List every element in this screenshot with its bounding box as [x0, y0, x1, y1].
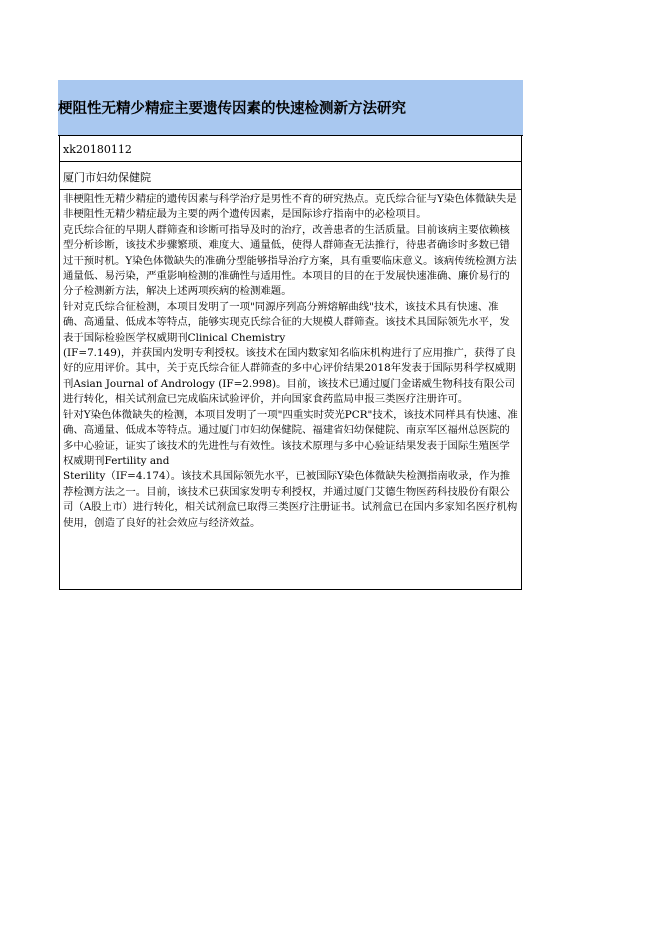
organization-name: 厦门市妇幼保健院	[63, 171, 151, 184]
document-title: 梗阻性无精少精症主要遗传因素的快速检测新方法研究	[58, 100, 406, 117]
title-cell[interactable]	[58, 80, 523, 136]
abstract-paragraph-2: 克氏综合征的早期人群筛查和诊断可指导及时的治疗，改善患者的生活质量。目前该病主要依赖核型分析诊断，该技术步骤繁琐、难度大、通量低，使得人群筛查无法推行，待患者确诊时多数已错过干预时机。Y染色体微缺失的准确分型能够指导治疗方案，具有重要临床意义。该病传统检测方法通量低、易污染，严重影响检测的准确性与适用性。本项目的目的在于发展快速准确、廉价易行的分子检测新方法，解决上述两项疾病的检测难题。	[63, 223, 517, 298]
abstract-paragraph-4: 针对Y染色体微缺失的检测，本项目发明了一项"四重实时荧光PCR"技术，该技术同样具有快速、准确、高通量、低成本等特点。通过厦门市妇幼保健院、福建省妇幼保健院、南京军区福州总医院的多中心验证，证实了该技术的先进性与有效性。该技术原理与多中心验证结果发表于国际生殖医学权威期刊Fertility and Sterility（IF=4.174）。该技术具国际领先水平，已被国际Y染色体微缺失检测指南收录，作为推荐检测方法之一。目前，该技术已获国家发明专利授权，并通过厦门艾德生物医药科技股份有限公司（A股上市）进行转化，相关试剂盒已取得三类医疗注册证书。试剂盒已在国内多家知名医疗机构使用，创造了良好的社会效应与经济效益。	[63, 408, 518, 529]
project-code-cell[interactable]	[59, 136, 522, 162]
abstract-paragraph-3: 针对克氏综合征检测，本项目发明了一项"同源序列高分辨熔解曲线"技术，该技术具有快速、准确、高通量、低成本等特点，能够实现克氏综合征的大规模人群筛查。该技术具国际领先水平，发表于国际检验医学权威期刊Clinical Chemistry (IF=7.149)，并获国内发明专利授权。该技术在国内数家知名临床机构进行了应用推广，获得了良好的应用评价。其中，关于克氏综合征人群筛查的多中心评价结果2018年发表于国际男科学权威期刊Asian Journal of Andrology (IF=2.998)。目前，该技术已通过厦门金诺威生物科技有限公司进行转化，相关试剂盒已完成临床试验评价，并向国家食药监局申报三类医疗注册许可。	[63, 300, 516, 406]
project-code: xk20180112	[63, 143, 132, 156]
organization-cell[interactable]	[59, 162, 522, 190]
abstract-paragraph-1: 非梗阻性无精少精症的遗传因素与科学治疗是男性不育的研究热点。克氏综合征与Y染色体微缺失是非梗阻性无精少精症最为主要的两个遗传因素，是国际诊疗指南中的必检项目。	[63, 193, 517, 221]
abstract-cell[interactable]	[59, 190, 522, 590]
